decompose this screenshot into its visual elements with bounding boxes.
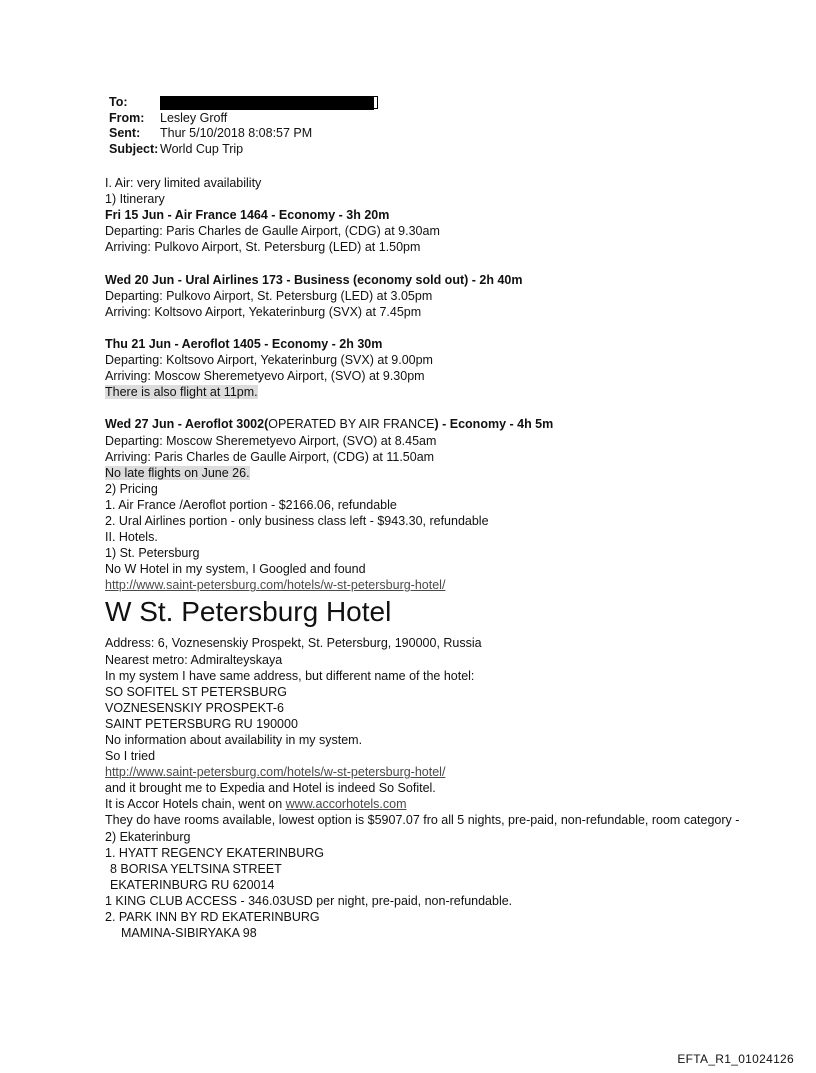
so-tried-text: So I tried: [105, 749, 156, 764]
same-address-text: In my system I have same address, but different name of the hotel:: [105, 668, 475, 683]
hotel-link-1[interactable]: http://www.saint-petersburg.com/hotels/w-st-petersburg-hotel/: [105, 578, 446, 593]
itinerary-heading: 1) Itinerary: [105, 192, 165, 207]
flight1-title: Fri 15 Jun - Air France 1464 - Economy - 3h 20m: [105, 208, 390, 223]
flight4-title: [105, 416, 805, 432]
redaction-bar: [160, 96, 374, 110]
sent-label: Sent:: [109, 126, 141, 140]
sent-value: Thur 5/10/2018 8:08:57 PM: [160, 126, 313, 140]
flight4-arrive: Arriving: Paris Charles de Gaulle Airport, (CDG) at 11.50am: [105, 449, 435, 464]
flight2-title: Wed 20 Jun - Ural Airlines 173 - Business (economy sold out) - 2h 40m: [105, 272, 523, 287]
sofitel-line-2: VOZNESENSKIY PROSPEKT-6: [105, 700, 284, 715]
expedia-text: and it brought me to Expedia and Hotel is indeed So Sofitel.: [105, 781, 436, 796]
subject-label: Subject:: [109, 141, 159, 156]
accor-link[interactable]: www.accorhotels.com: [285, 797, 407, 812]
email-header: [109, 95, 378, 157]
accor-text: It is Accor Hotels chain, went on: [105, 797, 286, 812]
flight3-title: Thu 21 Jun - Aeroflot 1405 - Economy - 2h 30m: [105, 336, 383, 351]
flight1-arrive: Arriving: Pulkovo Airport, St. Petersburg (LED) at 1.50pm: [105, 240, 421, 255]
from-label: From:: [109, 110, 145, 125]
no-info-text: No information about availability in my system.: [105, 733, 363, 747]
subject-value: World Cup Trip: [160, 141, 244, 156]
flight3-note: There is also flight at 11pm.: [105, 385, 258, 400]
bates-number: EFTA_R1_01024126: [677, 1052, 794, 1066]
redaction-bracket: [374, 96, 378, 109]
hotel-metro: Nearest metro: Admiralteyskaya: [105, 652, 283, 667]
hyatt-line-3: EKATERINBURG RU 620014: [110, 877, 275, 892]
hotel-link-2[interactable]: http://www.saint-petersburg.com/hotels/w-st-petersburg-hotel/: [105, 765, 446, 780]
flight4-note: No late flights on June 26.: [105, 465, 250, 480]
from-value: Lesley Groff: [160, 110, 228, 125]
park-inn-line-2: MAMINA-SIBIRYAKA 98: [121, 926, 257, 941]
spacer: [105, 255, 805, 271]
pricing-heading: 2) Pricing: [105, 481, 158, 496]
park-inn-line-1: 2. PARK INN BY RD EKATERINBURG: [105, 910, 320, 925]
to-redaction: [160, 95, 378, 111]
ekb-heading: 2) Ekaterinburg: [105, 829, 191, 844]
hotel-address: Address: 6, Voznesenskiy Prospekt, St. Petersburg, 190000, Russia: [105, 636, 482, 651]
flight4-title-c: ) - Economy - 4h 5m: [434, 417, 554, 432]
spb-heading: 1) St. Petersburg: [105, 546, 200, 561]
spacer: [105, 320, 805, 336]
subject-row: [109, 142, 378, 158]
spacer: [105, 400, 805, 416]
pricing-item-1: 1. Air France /Aeroflot portion - $2166.06, refundable: [105, 497, 397, 512]
flight3-depart: Departing: Koltsovo Airport, Yekaterinburg (SVX) at 9.00pm: [105, 353, 433, 368]
rooms-text: They do have rooms available, lowest option is $5907.07 fro all 5 nights, pre-paid, non-refundable, room category -: [105, 813, 740, 828]
to-row: [109, 95, 378, 111]
hyatt-line-2: 8 BORISA YELTSINA STREET: [110, 861, 282, 876]
air-heading: I. Air: very limited availability: [105, 176, 262, 190]
flight2-depart: Departing: Pulkovo Airport, St. Petersburg (LED) at 3.05pm: [105, 288, 433, 303]
hyatt-line-1: 1. HYATT REGENCY EKATERINBURG: [105, 845, 325, 860]
sent-row: [109, 126, 378, 142]
flight3-arrive: Arriving: Moscow Sheremetyevo Airport, (SVO) at 9.30pm: [105, 369, 425, 384]
flight1-depart: Departing: Paris Charles de Gaulle Airport, (CDG) at 9.30am: [105, 224, 440, 239]
sofitel-line-3: SAINT PETERSBURG RU 190000: [105, 716, 298, 731]
pricing-item-2: 2. Ural Airlines portion - only business class left - $943.30, refundable: [105, 513, 489, 528]
from-row: [109, 111, 378, 127]
no-w-hotel-text: No W Hotel in my system, I Googled and found: [105, 562, 366, 577]
flight4-depart: Departing: Moscow Sheremetyevo Airport, (SVO) at 8.45am: [105, 433, 437, 448]
to-label: To:: [109, 95, 128, 109]
accor-line: [105, 796, 805, 812]
hotel-title: W St. Petersburg Hotel: [105, 596, 392, 628]
hotels-heading: II. Hotels.: [105, 530, 158, 545]
flight4-title-b: OPERATED BY AIR FRANCE: [268, 417, 435, 432]
flight4-title-a: Wed 27 Jun - Aeroflot 3002(: [105, 417, 269, 432]
flight2-arrive: Arriving: Koltsovo Airport, Yekaterinburg (SVX) at 7.45pm: [105, 304, 422, 319]
king-club-text: 1 KING CLUB ACCESS - 346.03USD per night, pre-paid, non-refundable.: [105, 893, 513, 908]
sofitel-line-1: SO SOFITEL ST PETERSBURG: [105, 684, 287, 699]
email-body: [105, 175, 805, 941]
